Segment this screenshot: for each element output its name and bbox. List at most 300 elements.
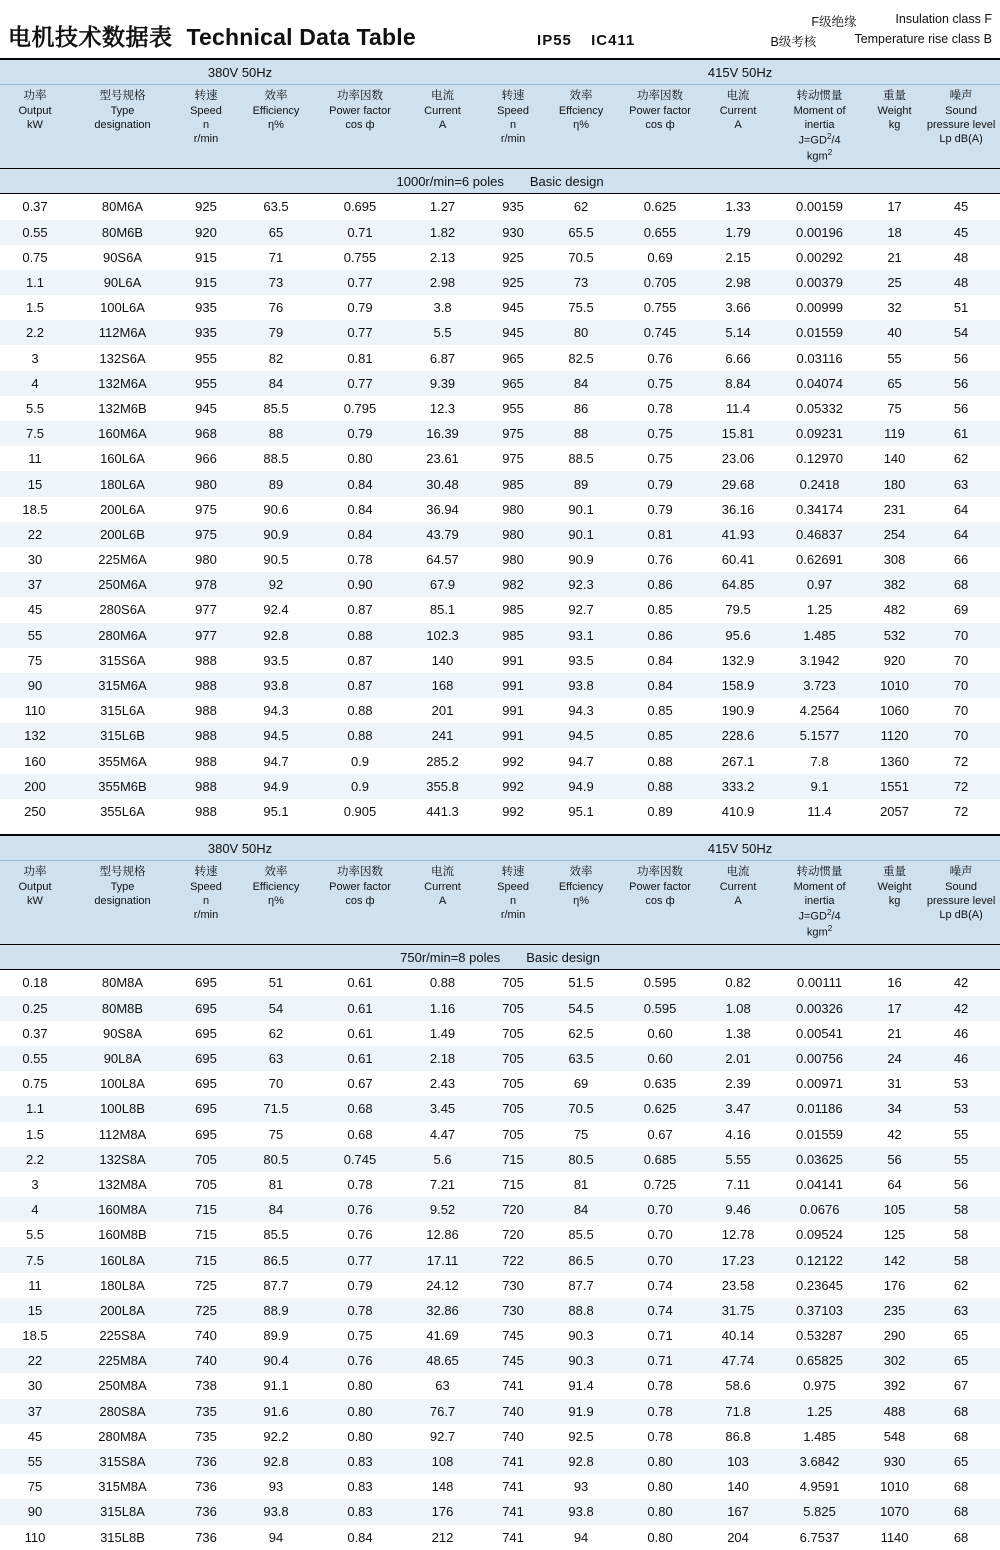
table-cell: 1.27 [405, 194, 480, 220]
col-header-noise: 噪声 Sound pressure level Lp dB(A) [922, 85, 1000, 169]
table-cell: 2.13 [405, 245, 480, 270]
table-cell: 250 [0, 799, 70, 824]
table-cell: 0.975 [772, 1373, 867, 1398]
table-cell: 95.6 [704, 623, 772, 648]
table-row [0, 774, 1000, 799]
col-header-output-2: 功率 Output kW [0, 861, 70, 945]
table-cell: 0.34174 [772, 497, 867, 522]
table-cell: 966 [175, 446, 237, 471]
table-cell: 0.01559 [772, 1122, 867, 1147]
table-cell: 64.85 [704, 572, 772, 597]
table-cell: 102.3 [405, 623, 480, 648]
table-cell: 705 [480, 1021, 546, 1046]
table-cell: 9.46 [704, 1197, 772, 1222]
table-cell: 1551 [867, 774, 922, 799]
table-cell: 15 [0, 471, 70, 496]
table-cell: 0.03116 [772, 345, 867, 370]
table-cell: 0.82 [704, 970, 772, 996]
table-cell: 70 [922, 673, 1000, 698]
table-cell: 90S6A [70, 245, 175, 270]
table-cell: 988 [175, 698, 237, 723]
table-cell: 72 [922, 748, 1000, 773]
table-cell: 86 [546, 396, 616, 421]
table-cell: 94.3 [546, 698, 616, 723]
table-cell: 93.5 [546, 648, 616, 673]
table-cell: 73 [237, 270, 315, 295]
table-cell: 71.8 [704, 1399, 772, 1424]
table-cell: 0.68 [315, 1096, 405, 1121]
table-row [0, 270, 1000, 295]
table-cell: 45 [0, 1424, 70, 1449]
table-cell: 0.86 [616, 623, 704, 648]
table-cell: 167 [704, 1499, 772, 1524]
col-header-type: 型号规格 Type designation [70, 85, 175, 169]
table-cell: 5.5 [0, 396, 70, 421]
table-row [0, 1373, 1000, 1398]
table-cell: 1.82 [405, 220, 480, 245]
table-cell: 915 [175, 270, 237, 295]
table-cell: 65 [922, 1348, 1000, 1373]
table-cell: 250M8A [70, 1373, 175, 1398]
col-header-weight: 重量 Weight kg [867, 85, 922, 169]
col-header-noise-2: 噪声 Sound pressure level Lp dB(A) [922, 861, 1000, 945]
table-cell: 32.86 [405, 1298, 480, 1323]
table-cell: 17.11 [405, 1247, 480, 1272]
table-cell: 81 [237, 1172, 315, 1197]
table-cell: 3.66 [704, 295, 772, 320]
table-cell: 741 [480, 1373, 546, 1398]
table-cell: 0.78 [616, 1399, 704, 1424]
table-row [0, 1449, 1000, 1474]
table-cell: 0.69 [616, 245, 704, 270]
col-header-current-380-2: 电流 Current A [405, 861, 480, 945]
table-cell: 160M6A [70, 421, 175, 446]
table-cell: 140 [867, 446, 922, 471]
col-header-efficiency-415-2: 效率 Effciency η% [546, 861, 616, 945]
table-cell: 0.71 [616, 1323, 704, 1348]
cooling-code: IC411 [591, 32, 636, 49]
table-cell: 6.66 [704, 345, 772, 370]
section-subtitle-row-8p [0, 945, 1000, 970]
table-cell: 0.76 [315, 1222, 405, 1247]
table-cell: 0.25 [0, 996, 70, 1021]
table-cell: 720 [480, 1197, 546, 1222]
table-cell: 0.00379 [772, 270, 867, 295]
table-cell: 992 [480, 748, 546, 773]
table-cell: 0.79 [315, 1273, 405, 1298]
table-cell: 34 [867, 1096, 922, 1121]
table-cell: 0.12122 [772, 1247, 867, 1272]
table-cell: 91.9 [546, 1399, 616, 1424]
table-cell: 90.4 [237, 1348, 315, 1373]
table-cell: 705 [480, 1096, 546, 1121]
table-cell: 43.79 [405, 522, 480, 547]
table-cell: 225M6A [70, 547, 175, 572]
table-cell: 95.1 [546, 799, 616, 824]
table-cell: 945 [175, 396, 237, 421]
table-cell: 5.14 [704, 320, 772, 345]
table-cell: 56 [867, 1147, 922, 1172]
table-cell: 3 [0, 1172, 70, 1197]
table-cell: 176 [405, 1499, 480, 1524]
table-cell: 1.1 [0, 270, 70, 295]
header-titles [8, 19, 416, 52]
table-cell: 18 [867, 220, 922, 245]
table-cell: 148 [405, 1474, 480, 1499]
table-cell: 0.0676 [772, 1197, 867, 1222]
table-cell: 0.03625 [772, 1147, 867, 1172]
table-cell: 1.33 [704, 194, 772, 220]
table-cell: 94.9 [546, 774, 616, 799]
table-cell: 58 [922, 1247, 1000, 1272]
table-cell: 8.84 [704, 371, 772, 396]
table-cell: 82.5 [546, 345, 616, 370]
table-cell: 715 [175, 1222, 237, 1247]
table-row [0, 194, 1000, 220]
table-cell: 980 [480, 497, 546, 522]
table-cell: 1010 [867, 673, 922, 698]
table-cell: 920 [175, 220, 237, 245]
table-cell: 190.9 [704, 698, 772, 723]
table-cell: 0.01559 [772, 320, 867, 345]
table-cell: 61 [922, 421, 1000, 446]
table-cell: 0.77 [315, 320, 405, 345]
table-cell: 93.8 [546, 1499, 616, 1524]
table-cell: 935 [175, 320, 237, 345]
table-cell: 87.7 [546, 1273, 616, 1298]
table-cell: 1.485 [772, 1424, 867, 1449]
table-cell: 1070 [867, 1499, 922, 1524]
table-cell: 0.685 [616, 1147, 704, 1172]
table-cell: 92.4 [237, 597, 315, 622]
table-cell: 9.39 [405, 371, 480, 396]
table-cell: 87.7 [237, 1273, 315, 1298]
table-cell: 0.80 [315, 446, 405, 471]
table-cell: 72 [922, 799, 1000, 824]
table-cell: 1.25 [772, 1399, 867, 1424]
table-cell: 84 [546, 1197, 616, 1222]
table-cell: 54.5 [546, 996, 616, 1021]
table-cell: 132M6B [70, 396, 175, 421]
table-cell: 62 [922, 446, 1000, 471]
table-cell: 991 [480, 648, 546, 673]
table-cell: 82 [237, 345, 315, 370]
table-cell: 745 [480, 1348, 546, 1373]
table-cell: 62 [922, 1273, 1000, 1298]
table-row [0, 723, 1000, 748]
table-cell: 200L8A [70, 1298, 175, 1323]
temp-rise-class-cn: B级考核 [770, 35, 817, 49]
table-row [0, 446, 1000, 471]
table-cell: 992 [480, 799, 546, 824]
table-cell: 132 [0, 723, 70, 748]
table-row [0, 673, 1000, 698]
table-cell: 132.9 [704, 648, 772, 673]
table-cell: 980 [480, 547, 546, 572]
table-cell: 0.00999 [772, 295, 867, 320]
table-row [0, 1298, 1000, 1323]
table-cell: 0.795 [315, 396, 405, 421]
table-cell: 92.3 [546, 572, 616, 597]
table-cell: 160L6A [70, 446, 175, 471]
table-row [0, 799, 1000, 824]
table-cell: 0.84 [315, 1525, 405, 1550]
table-cell: 740 [175, 1323, 237, 1348]
table-cell: 0.75 [616, 421, 704, 446]
table-cell: 41.69 [405, 1323, 480, 1348]
table-cell: 36.94 [405, 497, 480, 522]
table-cell: 46 [922, 1046, 1000, 1071]
table-cell: 75 [0, 1474, 70, 1499]
table-cell: 91.6 [237, 1399, 315, 1424]
col-header-current-415: 电流 Current A [704, 85, 772, 169]
table-body-8-poles [0, 970, 1000, 1550]
col-header-speed-415: 转速 Speed n r/min [480, 85, 546, 169]
table-cell: 0.655 [616, 220, 704, 245]
table-cell: 64.57 [405, 547, 480, 572]
table-row [0, 1273, 1000, 1298]
table-cell: 55 [922, 1147, 1000, 1172]
table-cell: 0.84 [315, 497, 405, 522]
table-cell: 0.74 [616, 1298, 704, 1323]
table-cell: 1060 [867, 698, 922, 723]
table-cell: 482 [867, 597, 922, 622]
table-cell: 980 [175, 471, 237, 496]
table-cell: 532 [867, 623, 922, 648]
table-cell: 0.625 [616, 1096, 704, 1121]
table-cell: 988 [175, 648, 237, 673]
table-cell: 695 [175, 1071, 237, 1096]
table-cell: 0.80 [616, 1525, 704, 1550]
table-cell: 1140 [867, 1525, 922, 1550]
table-cell: 63 [405, 1373, 480, 1398]
table-cell: 0.01186 [772, 1096, 867, 1121]
table-cell: 160M8A [70, 1197, 175, 1222]
table-cell: 65 [922, 1323, 1000, 1348]
table-cell: 88.8 [546, 1298, 616, 1323]
table-cell: 0.60 [616, 1046, 704, 1071]
table-cell: 42 [867, 1122, 922, 1147]
table-row [0, 623, 1000, 648]
table-cell: 228.6 [704, 723, 772, 748]
table-cell: 45 [0, 597, 70, 622]
table-cell: 985 [480, 471, 546, 496]
table-cell: 975 [480, 421, 546, 446]
table-cell: 3.47 [704, 1096, 772, 1121]
table-cell: 88.5 [237, 446, 315, 471]
table-cell: 0.79 [616, 471, 704, 496]
table-cell: 441.3 [405, 799, 480, 824]
table-cell: 37 [0, 572, 70, 597]
table-cell: 725 [175, 1298, 237, 1323]
table-cell: 17.23 [704, 1247, 772, 1272]
table-cell: 982 [480, 572, 546, 597]
table-cell: 94.7 [546, 748, 616, 773]
table-cell: 70 [922, 623, 1000, 648]
table-cell: 90.6 [237, 497, 315, 522]
table-cell: 0.755 [616, 295, 704, 320]
table-cell: 18.5 [0, 497, 70, 522]
table-cell: 382 [867, 572, 922, 597]
table-cell: 125 [867, 1222, 922, 1247]
voltage-band-row-2 [0, 835, 1000, 861]
table-cell: 22 [0, 522, 70, 547]
table-cell: 0.78 [315, 1298, 405, 1323]
table-cell: 745 [480, 1323, 546, 1348]
table-cell: 2.15 [704, 245, 772, 270]
table-cell: 88.5 [546, 446, 616, 471]
table-cell: 90.9 [546, 547, 616, 572]
table-cell: 201 [405, 698, 480, 723]
table-cell: 0.87 [315, 597, 405, 622]
col-header-speed-415-2: 转速 Speed n r/min [480, 861, 546, 945]
table-cell: 4.47 [405, 1122, 480, 1147]
table-cell: 0.00292 [772, 245, 867, 270]
table-row [0, 1122, 1000, 1147]
table-cell: 94.5 [237, 723, 315, 748]
table-cell: 315S6A [70, 648, 175, 673]
table-cell: 12.78 [704, 1222, 772, 1247]
table-cell: 4.9591 [772, 1474, 867, 1499]
table-cell: 0.78 [616, 396, 704, 421]
table-cell: 45 [922, 220, 1000, 245]
table-cell: 695 [175, 1046, 237, 1071]
table-cell: 90 [0, 1499, 70, 1524]
table-cell: 988 [175, 723, 237, 748]
table-cell: 250M6A [70, 572, 175, 597]
voltage-band-415-2: 415V 50Hz [480, 835, 1000, 861]
table-cell: 0.68 [315, 1122, 405, 1147]
table-cell: 2.43 [405, 1071, 480, 1096]
table-cell: 0.75 [0, 1071, 70, 1096]
table-cell: 80M6B [70, 220, 175, 245]
table-cell: 0.80 [315, 1424, 405, 1449]
table-cell: 235 [867, 1298, 922, 1323]
table-cell: 11.4 [704, 396, 772, 421]
table-cell: 741 [480, 1474, 546, 1499]
table-cell: 56 [922, 345, 1000, 370]
table-cell: 0.04074 [772, 371, 867, 396]
table-cell: 53 [922, 1096, 1000, 1121]
table-cell: 31 [867, 1071, 922, 1096]
table-cell: 58 [922, 1222, 1000, 1247]
table-cell: 90.3 [546, 1348, 616, 1373]
table-cell: 0.55 [0, 1046, 70, 1071]
table-cell: 119 [867, 421, 922, 446]
table-row [0, 597, 1000, 622]
table-cell: 0.76 [315, 1348, 405, 1373]
table-cell: 0.55 [0, 220, 70, 245]
table-cell: 280M8A [70, 1424, 175, 1449]
table-cell: 991 [480, 698, 546, 723]
table-cell: 7.8 [772, 748, 867, 773]
table-cell: 0.88 [315, 623, 405, 648]
table-cell: 30 [0, 1373, 70, 1398]
table-cell: 88 [237, 421, 315, 446]
table-cell: 7.5 [0, 421, 70, 446]
table-cell: 41.93 [704, 522, 772, 547]
table-cell: 21 [867, 245, 922, 270]
table-cell: 0.70 [616, 1222, 704, 1247]
table-cell: 410.9 [704, 799, 772, 824]
table-cell: 1.49 [405, 1021, 480, 1046]
table-cell: 12.3 [405, 396, 480, 421]
table-cell: 30.48 [405, 471, 480, 496]
table-cell: 302 [867, 1348, 922, 1373]
table-cell: 308 [867, 547, 922, 572]
table-row [0, 1499, 1000, 1524]
table-cell: 92.5 [546, 1424, 616, 1449]
table-cell: 75 [237, 1122, 315, 1147]
table-cell: 315M6A [70, 673, 175, 698]
col-header-weight-2: 重量 Weight kg [867, 861, 922, 945]
table-cell: 93.8 [546, 673, 616, 698]
section-design-6p: Basic design [529, 173, 604, 189]
table-row [0, 748, 1000, 773]
table-cell: 90L8A [70, 1046, 175, 1071]
table-cell: 132S8A [70, 1147, 175, 1172]
table-cell: 65 [867, 371, 922, 396]
col-header-type-2: 型号规格 Type designation [70, 861, 175, 945]
table-cell: 100L8B [70, 1096, 175, 1121]
table-cell: 71.5 [237, 1096, 315, 1121]
table-cell: 48 [922, 245, 1000, 270]
table-cell: 741 [480, 1525, 546, 1550]
table-cell: 0.67 [315, 1071, 405, 1096]
table-cell: 63 [922, 471, 1000, 496]
section-speed-8p: 750r/min=8 poles [400, 949, 501, 965]
table-cell: 0.2418 [772, 471, 867, 496]
table-cell: 94.7 [237, 748, 315, 773]
table-cell: 70 [922, 723, 1000, 748]
table-cell: 65.5 [546, 220, 616, 245]
table-cell: 0.725 [616, 1172, 704, 1197]
table-cell: 992 [480, 774, 546, 799]
table-cell: 94.5 [546, 723, 616, 748]
table-cell: 955 [175, 371, 237, 396]
table-cell: 715 [175, 1197, 237, 1222]
table-cell: 0.85 [616, 698, 704, 723]
table-cell: 0.71 [315, 220, 405, 245]
table-row [0, 220, 1000, 245]
table-cell: 62 [546, 194, 616, 220]
table-cell: 110 [0, 698, 70, 723]
table-cell: 48.65 [405, 1348, 480, 1373]
table-cell: 90.3 [546, 1323, 616, 1348]
table-cell: 56 [922, 371, 1000, 396]
col-header-speed-380: 转速 Speed n r/min [175, 85, 237, 169]
table-cell: 70 [237, 1071, 315, 1096]
table-cell: 0.53287 [772, 1323, 867, 1348]
table-cell: 93 [546, 1474, 616, 1499]
table-cell: 968 [175, 421, 237, 446]
table-cell: 4.2564 [772, 698, 867, 723]
table-cell: 103 [704, 1449, 772, 1474]
class-notes [770, 12, 992, 52]
table-body-6-poles [0, 194, 1000, 824]
table-cell: 741 [480, 1449, 546, 1474]
table-cell: 89 [237, 471, 315, 496]
table-cell: 55 [867, 345, 922, 370]
table-cell: 88 [546, 421, 616, 446]
table-cell: 735 [175, 1399, 237, 1424]
table-cell: 0.79 [315, 295, 405, 320]
table-cell: 5.6 [405, 1147, 480, 1172]
data-table-8-poles [0, 834, 1000, 1550]
col-header-powerfactor-415-2: 功率因数 Power factor cos ф [616, 861, 704, 945]
table-cell: 1.79 [704, 220, 772, 245]
table-cell: 81 [546, 1172, 616, 1197]
